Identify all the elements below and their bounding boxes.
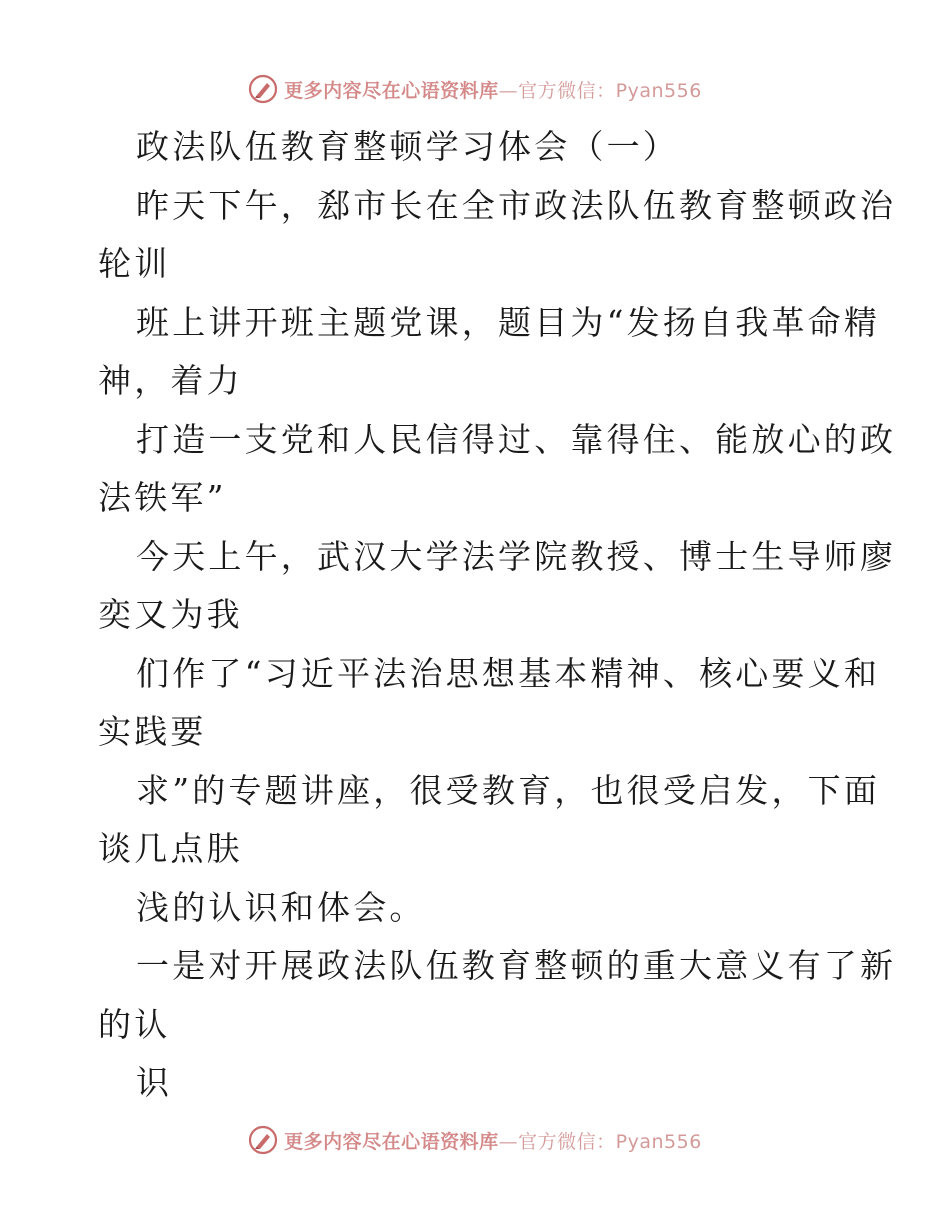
watermark-separator: —: [498, 1130, 519, 1153]
watermark-text: [284, 1127, 702, 1154]
text-line: 法铁军”: [98, 478, 227, 517]
pen-logo-icon: [248, 1125, 278, 1155]
text-line: 神，着力: [98, 361, 243, 400]
text-line: 班上讲开班主题党课，题目为“发扬自我革命精: [136, 302, 881, 342]
text-line: 谈几点肤: [98, 829, 243, 868]
text-line: 昨天下午，郄市长在全市政法队伍教育整顿政治: [136, 185, 897, 225]
footer-watermark: [0, 1123, 950, 1157]
text-line: 的认: [98, 1004, 171, 1044]
text-line: 实践要: [98, 712, 207, 751]
text-line: 一是对开展政法队伍教育整顿的重大意义有了新: [136, 946, 897, 985]
text-line: 奕又为我: [98, 595, 243, 634]
text-line: 打造一支党和人民信得过、靠得住、能放心的政: [136, 419, 897, 459]
watermark-contact: 官方微信：Pyan556: [518, 79, 702, 102]
text-line: 浅的认识和体会。: [136, 887, 426, 927]
text-line: 今天上午，武汉大学法学院教授、博士生导师廖: [136, 536, 897, 576]
text-line: 求”的专题讲座，很受教育，也很受启发，下面: [136, 770, 881, 810]
watermark-brand: 更多内容尽在心语资料库: [284, 1130, 499, 1153]
document-title: 政法队伍教育整顿学习体会（一）: [136, 127, 679, 166]
watermark-brand: 更多内容尽在心语资料库: [284, 79, 499, 102]
pen-logo-icon: [248, 74, 278, 104]
watermark-contact: 官方微信：Pyan556: [518, 1130, 702, 1153]
text-line: 们作了“习近平法治思想基本精神、核心要义和: [136, 653, 881, 693]
watermark-separator: —: [498, 79, 519, 102]
text-line: 识: [136, 1063, 173, 1102]
text-line: 轮训: [98, 244, 171, 283]
watermark-text: [284, 76, 702, 103]
document-body: [98, 118, 897, 1113]
header-watermark: [0, 72, 950, 106]
